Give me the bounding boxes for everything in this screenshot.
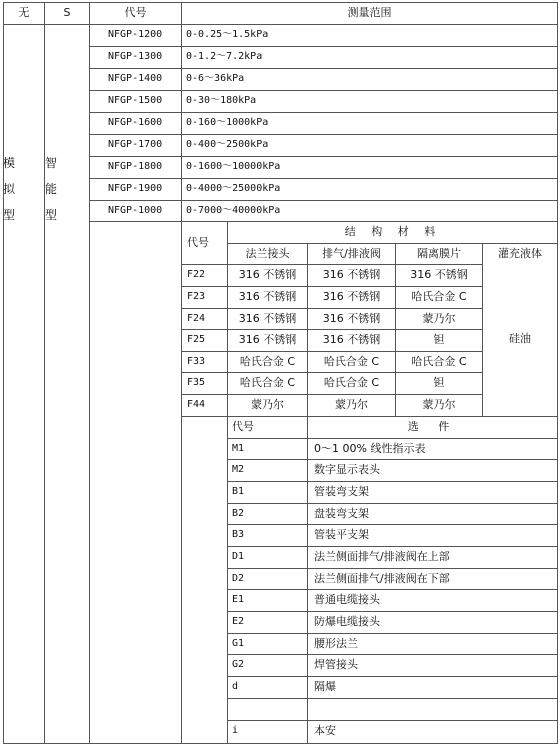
- col-valve-header: 排气/排液阀: [322, 247, 381, 260]
- range-code: NFGP-1500: [108, 95, 163, 106]
- material-flange: 蒙乃尔: [251, 398, 284, 411]
- option-text: 法兰侧面排气/排液阀在下部: [314, 572, 450, 585]
- opt-line: [227, 546, 558, 547]
- opt-line: [227, 633, 558, 634]
- range-code: NFGP-1300: [108, 51, 163, 62]
- range-line: [89, 178, 558, 179]
- range-value: 0-1600～10000kPa: [186, 161, 281, 172]
- opt-line: [227, 698, 558, 699]
- material-code: F24: [187, 313, 206, 324]
- material-code: F25: [187, 334, 206, 345]
- range-line: [89, 68, 558, 69]
- mat-line: [181, 264, 482, 265]
- material-valve: 316 不锈钢: [322, 268, 381, 281]
- option-text: 隔爆: [314, 680, 336, 693]
- option-code: M1: [232, 443, 245, 454]
- option-text: 管装平支架: [314, 528, 369, 541]
- opt-line: [227, 524, 558, 525]
- range-code: NFGP-1800: [108, 161, 163, 172]
- material-valve: 316 不锈钢: [322, 333, 381, 346]
- mat-group-line: [227, 243, 558, 244]
- material-valve: 哈氏合金 C: [323, 355, 380, 368]
- smart-label: 智 能 型: [44, 156, 57, 222]
- table-border-top: [3, 2, 558, 3]
- mat-line: [181, 286, 482, 287]
- opt-line: [227, 568, 558, 569]
- range-code: NFGP-1700: [108, 139, 163, 150]
- range-value: 0-4000～25000kPa: [186, 183, 281, 194]
- material-flange: 316 不锈钢: [238, 268, 297, 281]
- range-value: 0-160～1000kPa: [186, 117, 269, 128]
- range-line: [89, 90, 558, 91]
- material-valve: 蒙乃尔: [335, 398, 368, 411]
- opt-divider-left: [227, 416, 228, 744]
- range-value: 0-30～180kPa: [186, 95, 257, 106]
- option-text: 数字显示表头: [314, 463, 380, 476]
- opt-line: [227, 589, 558, 590]
- analog-label: 模 拟 型: [2, 156, 15, 222]
- mat-line: [181, 372, 482, 373]
- option-text: 盘装弯支架: [314, 507, 369, 520]
- table-border-left: [3, 2, 4, 744]
- opt-divider-mid: [307, 416, 308, 744]
- range-line: [89, 200, 558, 201]
- material-diaphragm: 哈氏合金 C: [411, 355, 467, 368]
- material-flange: 哈氏合金 C: [239, 376, 296, 389]
- mat-line: [181, 308, 482, 309]
- material-code: F44: [187, 399, 206, 410]
- material-flange: 316 不锈钢: [238, 290, 297, 303]
- material-code: F35: [187, 377, 206, 388]
- materials-code-header: 代号: [187, 236, 209, 249]
- option-text: 普通电缆接头: [314, 593, 380, 606]
- option-text: 防爆电缆接头: [314, 615, 380, 628]
- material-diaphragm: 蒙乃尔: [422, 398, 456, 411]
- option-code: B3: [232, 529, 245, 540]
- opt-line: [227, 481, 558, 482]
- option-code: B1: [232, 486, 245, 497]
- col-diaphragm-header: 隔离膜片: [417, 247, 461, 260]
- option-code: D2: [232, 573, 245, 584]
- range-value: 0-7000～40000kPa: [186, 205, 281, 216]
- material-diaphragm: 钽: [433, 333, 445, 346]
- option-code: D1: [232, 551, 245, 562]
- range-line: [89, 134, 558, 135]
- divider-col2: [89, 2, 90, 744]
- material-flange: 316 不锈钢: [238, 333, 297, 346]
- col-fill-header: 灌充液体: [498, 247, 542, 260]
- fill-value: 硅油: [509, 332, 531, 345]
- opt-line: [227, 720, 558, 721]
- range-value: 0-6～36kPa: [186, 73, 245, 84]
- mat-line: [181, 329, 482, 330]
- option-text: 0～1 00% 线性指示表: [314, 442, 426, 455]
- opt-line: [227, 676, 558, 677]
- header-col2: S: [63, 6, 71, 19]
- header-col4: 测量范围: [347, 6, 392, 19]
- opt-line: [227, 503, 558, 504]
- table-border-bottom: [3, 743, 558, 744]
- material-valve: 316 不锈钢: [322, 290, 381, 303]
- option-code: G1: [232, 638, 245, 649]
- option-code: i: [232, 725, 239, 736]
- option-code: M2: [232, 464, 245, 475]
- options-option-header: 选 件: [407, 420, 458, 433]
- option-text: 腰形法兰: [314, 637, 358, 650]
- materials-group-header: 结 构 材 料: [344, 225, 442, 238]
- divider-col1: [44, 2, 45, 744]
- range-line: [89, 221, 558, 222]
- mat-bottom-line: [181, 416, 558, 417]
- option-text: 本安: [314, 724, 336, 737]
- opt-line: [227, 438, 558, 439]
- option-code: d: [232, 681, 239, 692]
- header-col1: 无: [18, 6, 30, 19]
- material-flange: 316 不锈钢: [238, 312, 297, 325]
- col-flange-header: 法兰接头: [245, 247, 290, 260]
- range-value: 0-400～2500kPa: [186, 139, 269, 150]
- range-line: [89, 46, 558, 47]
- material-valve: 哈氏合金 C: [323, 376, 380, 389]
- material-code: F33: [187, 356, 206, 367]
- range-line: [89, 156, 558, 157]
- options-code-header: 代号: [232, 420, 254, 433]
- option-code: G2: [232, 659, 245, 670]
- option-code: B2: [232, 508, 245, 519]
- range-code: NFGP-1600: [108, 117, 163, 128]
- range-code: NFGP-1400: [108, 73, 163, 84]
- material-code: F22: [187, 269, 206, 280]
- material-valve: 316 不锈钢: [322, 312, 381, 325]
- range-value: 0-1.2～7.2kPa: [186, 51, 263, 62]
- material-diaphragm: 哈氏合金 C: [411, 290, 467, 303]
- range-code: NFGP-1000: [108, 205, 163, 216]
- material-flange: 哈氏合金 C: [239, 355, 296, 368]
- header-underline: [3, 24, 558, 25]
- material-diaphragm: 钽: [433, 376, 445, 389]
- mat-line: [181, 394, 482, 395]
- material-code: F23: [187, 291, 206, 302]
- option-text: 管装弯支架: [314, 485, 369, 498]
- header-col3: 代号: [124, 6, 147, 19]
- range-line: [89, 112, 558, 113]
- range-code: NFGP-1900: [108, 183, 163, 194]
- mat-divider-c: [482, 243, 483, 416]
- mat-line: [181, 351, 482, 352]
- option-code: E1: [232, 594, 245, 605]
- range-code: NFGP-1200: [108, 29, 163, 40]
- divider-col3: [181, 2, 182, 744]
- material-diaphragm: 316 不锈钢: [410, 268, 468, 281]
- opt-line: [227, 654, 558, 655]
- option-text: 焊管接头: [314, 658, 358, 671]
- opt-line: [227, 459, 558, 460]
- range-value: 0-0.25～1.5kPa: [186, 29, 269, 40]
- option-code: E2: [232, 616, 245, 627]
- option-text: 法兰侧面排气/排液阀在上部: [314, 550, 450, 563]
- opt-line: [227, 611, 558, 612]
- material-diaphragm: 蒙乃尔: [422, 312, 456, 325]
